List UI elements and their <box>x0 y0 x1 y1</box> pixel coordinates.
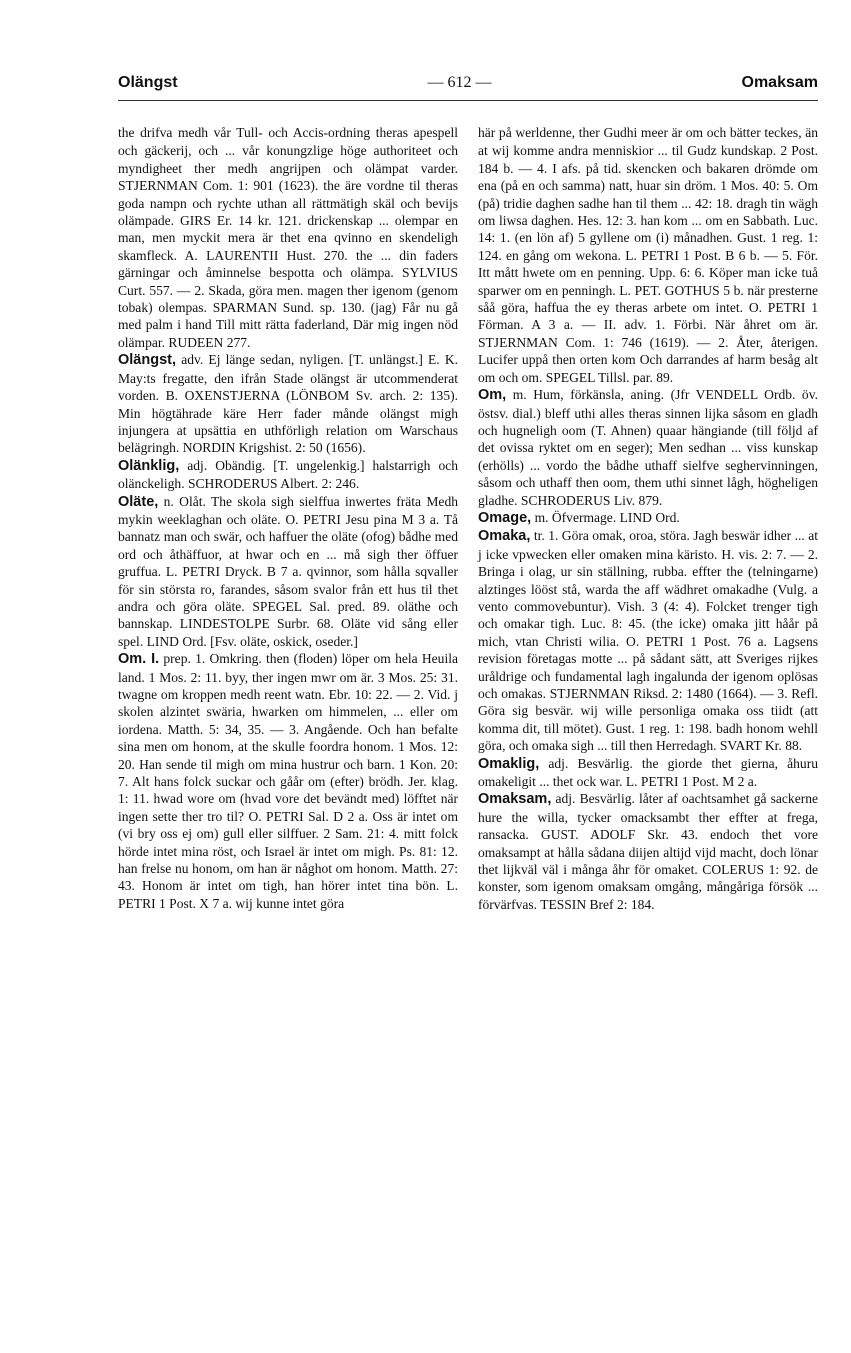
entry <box>478 527 818 754</box>
entry-headword: Olängst, <box>118 352 177 369</box>
entry-headword: Oläte, <box>118 493 159 510</box>
header-rule <box>118 100 818 101</box>
entry-text: adv. Ej länge sedan, nyligen. [T. unlängst.] E. K. May:ts fregatte, den ifrån Stade olängst är utcommenderat vorden. B. OXENSTJERNA (LÖNBOM Sv. arch. 2: 135). Min högtährade käre Herr fader månde olängst migh injungera at upsättia en uthförligh relation om Warschaus belägringh. NORDIN Krigshist. 2: 50 (1656). <box>118 352 458 456</box>
entry-text: the drifva medh vår Tull- och Accis-ordning theras apespell och gäckerij, och ... vår konungzlige höge authoriteet och myndigheet ther medh angrijpen och olämpat varder. STJERNMAN Com. 1: 901 (1623). the äre vordne til theras goda nampn och rychte uthan all rättmätigh skäl och bevijs olämpade. GIRS Er. 14 kr. 121. drickenskap ... olempar en man, men myckit mera är thet ena qvinno en skendeligh skamfleck. A. LAURENTII Hust. 270. the ... din faders gärningar och åminnelse bespotta och olämpa. SYLVIUS Curt. 557. — 2. Skada, göra men. magen ther igenom (genom tobak) olempas. SPARMAN Sund. sp. 130. (jag) Får nu gå med palm i hand Till mitt rätta faderland, Där mig ingen nöd olämpar. RUDEEN 277. <box>118 125 458 350</box>
header-right-word: Omaksam <box>741 74 818 91</box>
entry-headword: Olänklig, <box>118 457 180 474</box>
entry <box>478 124 818 386</box>
header-left-word: Olängst <box>118 74 178 91</box>
entry <box>118 457 458 493</box>
entry <box>478 509 818 527</box>
entry <box>118 493 458 651</box>
entry-headword: Om, <box>478 387 507 404</box>
entry <box>478 755 818 791</box>
entry-text: adj. Obändig. [T. ungelenkig.] halstarrigh och olänckeligh. SCHRODERUS Albert. 2: 246. <box>118 457 458 492</box>
entry <box>118 650 458 912</box>
entry-text: n. Olåt. The skola sigh sielffua inwertes fräta Medh mykin weeklaghan och oläte. O. PETRI Jesu pina M 3 a. Tå bannatz man och swär, och haffuer the oläte (ofog) bådhe med ord och åthäffuor, at hwar och en ... må sigh ther öffuer gruffua. L. PETRI Dryck. B 7 a. qvinnor, som hålla sqvaller för sin största ro, farandes, såsom svalor från ett hus til thet andra och göra oläte. SPEGEL Sal. pred. 89. oläthe och bannskap. LINDESTOLPE Surbr. 68. Oläte vid sång eller spel. LIND Ord. [Fsv. oläte, oskick, oseder.] <box>118 493 458 649</box>
page-number: — 612 — <box>427 74 492 91</box>
entry-text: m. Öfvermage. LIND Ord. <box>534 509 680 525</box>
entry <box>478 790 818 913</box>
entry <box>118 124 458 351</box>
entry <box>118 351 458 456</box>
entry-headword: Omage, <box>478 509 532 526</box>
entry <box>478 386 818 509</box>
right-column <box>478 124 818 913</box>
entry-text: m. Hum, förkänsla, aning. (Jfr VENDELL Ordb. öv. östsv. dial.) bleff uthi alles theras sinnen lijka såsom en gladh och hugneligh oom (T. Ahnen) quaar hängiande (till följd af det ovissa ryktet om en seger); Men sedhan ... viss kunskap (erhölls) ... vordo the bådhe uthaff sielfve seghervinningen, såsom och uthaff then oom, them uthi sinnet lågh, högheligen gladhe. SCHRODERUS Liv. 879. <box>478 387 818 508</box>
page-header <box>118 74 818 92</box>
entry-text: adj. Besvärlig. låter af oachtsamhet gå sackerne hure the willa, tycker omacksambt ther effter at frega, ransacka. GUST. ADOLF Skr. 43. endoch thet vore omaksampt at hålla sådana diijen altijd vijd macht, doch lönar thet lijkväl väl i många åhr för omaket. COLERUS 1: 92. de konster, som igenom omaksam omgång, mångåriga försök ... förvärfvas. TESSIN Bref 2: 184. <box>478 791 818 912</box>
entry-text: prep. 1. Omkring. then (floden) löper om hela Heuila land. 1 Mos. 2: 11. byy, ther ingen mwr om är. 3 Mos. 25: 31. twagne om kroppen medh reent watn. Ebr. 10: 22. — 2. Vid. j skolen alzintet swäria, hwarken om himmelen, ... eller om iordena. Matth. 5: 34, 35. — 3. Angående. Och han befalte sina men om honom, at the skulle foordra honom. 1 Mos. 12: 20. Han sende til migh om mina hustrur och barn. 1 Kon. 20: 7. Alt hans folck suckar och gåår om (efter) brödh. Jer. klag. 1: 11. hwad wore om (hvad vore det bevändt med) löfftet när ingen sette ther tro til? O. PETRI Sal. D 2 a. Oss är intet om (vi bry oss ej om) gull eller silffuer. 2 Sam. 21: 4. mitt folck hörde intet mina röst, och Israel är intet om migh. Ps. 81: 12. han frelse nu honom, om han är någhot om honom. Matth. 27: 43. Honom är intet om tigh, han hörer intet tina bön. L. PETRI 1 Post. X 7 a. wij kunne intet göra <box>118 651 458 911</box>
entry-headword: Omaksam, <box>478 791 552 808</box>
entry-headword: Om. I. <box>118 651 160 668</box>
entry-text: tr. 1. Göra omak, oroa, störa. Jagh beswär idher ... at j icke vpwecken eller omaken mina käristo. H. vis. 2: 7. — 2. Bringa i olag, ur sin ställning, rubba. effter the (telningarne) alztinges lööst stå, warda the aff wädhret omakadhe (Vulg. a vento commovebuntur). Vish. 3 (4: 4). Folcket trenger tigh och omakar tigh. Luc. 8: 45. (the icke) omaka jitt håår på mich, vtan Christi wilia. O. PETRI 1 Post. 76 a. Lagsens revision företagas motte ... på sådant sätt, att Sveriges rijkes uråldrige och fundamental lagh ingalunda der igenom oplösas och omakas. STJERNMAN Riksd. 2: 1480 (1664). — 3. Refl. Göra sig besvär. wij wille personliga omaka oss tiidt (att komma dit, till mötet). Gust. 1 reg. 1: 198. badh honom wehll göra, och omaka sigh ... till then Herredagh. SVART Kr. 88. <box>478 528 818 754</box>
left-column <box>118 124 458 912</box>
entry-headword: Omaka, <box>478 528 531 545</box>
entry-text: här på werldenne, ther Gudhi meer är om och bätter teckes, än at wij komme andra menniskior ... til Gudz kundskap. 2 Post. 184 b. — 4. I afs. på tid. skencken och bakaren drömde om ena (på en och samma) natt, huar sin dröm. 1 Mos. 40: 5. Om (på) tridie daghen sadhe han til them ... 42: 18. dragh tin wägh om liwsa daghen. Hes. 12: 3. han kom ... om en Sabbath. Luc. 14: 1. (en lön af) 5 gyllene om (i) månadhen. Gust. 1 reg. 1: 124. en gång om wekona. L. PETRI 1 Post. B 6 b. — 5. För. Itt mått hwete om en penning. Upp. 6: 6. Köper man icke tuå sparwer om en penningh. L. PET. GOTHUS 5 b. när presterne såå göra, haffua the ey theras arbete om intet. O. PETRI 1 Förman. A 3 a. — II. adv. 1. Förbi. När åhret om är. STJERNMAN Com. 1: 746 (1619). — 2. Åter, återigen. Lucifer uppå then orten kom Och darrandes af harm besåg alt om och om. SPEGEL Tillsl. par. 89. <box>478 125 818 385</box>
entry-headword: Omaklig, <box>478 755 540 772</box>
entry-text: adj. Besvärlig. the giorde thet gierna, åhuru omakeligit ... thet ock war. L. PETRI 1 Post. M 2 a. <box>478 755 818 790</box>
